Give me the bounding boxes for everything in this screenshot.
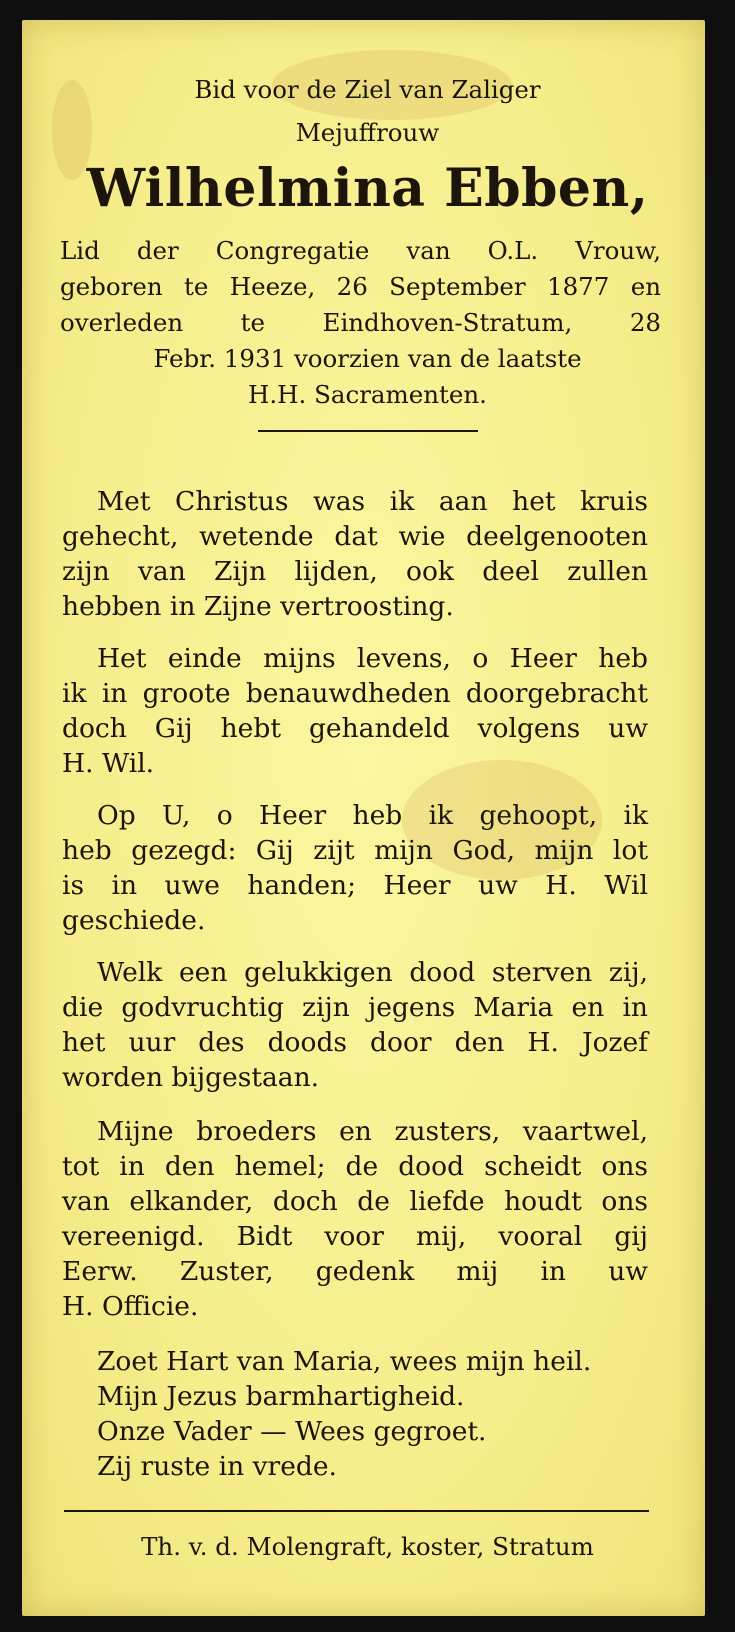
text-line: heb gezegd: Gij zijt mijn God, mijn lot	[62, 835, 648, 866]
closing-line: Onze Vader — Wees gegroet.	[97, 1416, 487, 1447]
text-line: het uur des doods door den H. Jozef	[62, 1027, 648, 1058]
text-line: H. Wil.	[62, 748, 155, 779]
text-line: Eerw. Zuster, gedenk mij in uw	[62, 1256, 648, 1287]
text-line: Op U, o Heer heb ik gehoopt, ik	[97, 800, 648, 831]
text-line: ik in groote benauwdheden doorgebracht	[62, 678, 648, 709]
printer-credit: Th. v. d. Molengraft, koster, Stratum	[141, 1532, 594, 1561]
detail-line: H.H. Sacramenten.	[248, 380, 487, 409]
footer-divider	[64, 1510, 649, 1512]
text-line: vereenigd. Bidt voor mij, vooral gij	[62, 1221, 648, 1252]
text-line: Mijne broeders en zusters, vaartwel,	[97, 1116, 648, 1147]
text-line: zijn van Zijn lijden, ook deel zullen	[62, 556, 648, 587]
detail-line: Lid der Congregatie van O.L. Vrouw,	[60, 236, 661, 265]
text-line: geschiede.	[62, 905, 206, 936]
text-line: is in uwe handen; Heer uw H. Wil	[62, 870, 648, 901]
text-line: Met Christus was ik aan het kruis	[97, 486, 648, 517]
text-line: gehecht, wetende dat wie deelgenooten	[62, 521, 648, 552]
detail-line: geboren te Heeze, 26 September 1877 en	[60, 272, 661, 301]
closing-line: Zij ruste in vrede.	[97, 1451, 337, 1482]
closing-line: Mijn Jezus barmhartigheid.	[97, 1381, 465, 1412]
text-line: Welk een gelukkigen dood sterven zij,	[97, 957, 648, 988]
text-line: worden bijgestaan.	[62, 1062, 320, 1093]
header-line-2: Mejuffrouw	[295, 118, 440, 147]
text-line: tot in den hemel; de dood scheidt ons	[62, 1151, 648, 1182]
closing-line: Zoet Hart van Maria, wees mijn heil.	[97, 1346, 592, 1377]
text-line: H. Officie.	[62, 1291, 199, 1322]
header-divider	[258, 430, 478, 432]
detail-line: Febr. 1931 voorzien van de laatste	[153, 344, 582, 373]
text-line: Het einde mijns levens, o Heer heb	[97, 643, 648, 674]
header-line-1: Bid voor de Ziel van Zaliger	[194, 75, 541, 104]
text-line: van elkander, doch de liefde houdt ons	[62, 1186, 648, 1217]
text-line: hebben in Zijne vertroosting.	[62, 591, 454, 622]
text-line: doch Gij hebt gehandeld volgens uw	[62, 713, 648, 744]
text-line: die godvruchtig zijn jegens Maria en in	[62, 992, 648, 1023]
deceased-name: Wilhelmina Ebben,	[86, 158, 649, 219]
detail-line: overleden te Eindhoven-Stratum, 28	[60, 308, 661, 337]
